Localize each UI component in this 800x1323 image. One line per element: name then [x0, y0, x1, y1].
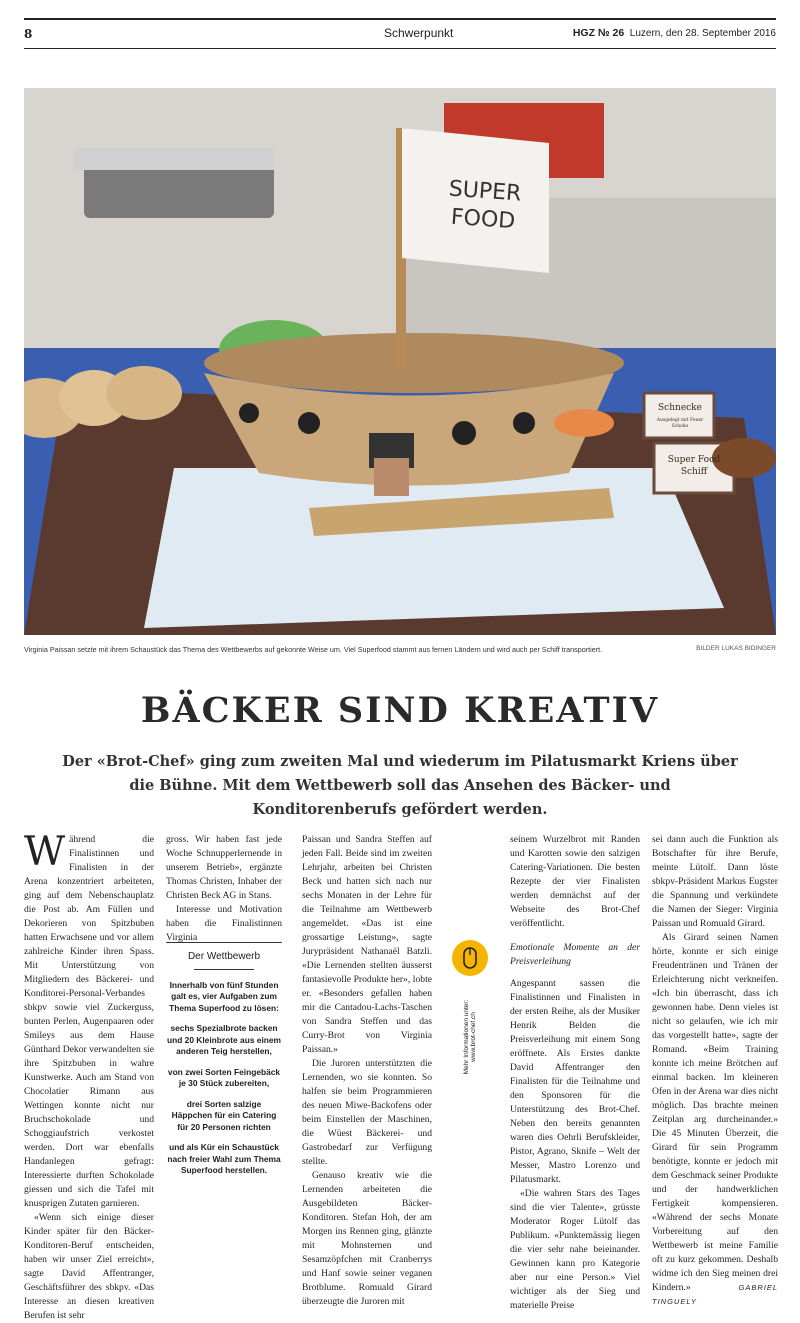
paragraph: Die Juroren unterstützten die Lernenden, wo sie konnten. So halfen sie beim Programmieren des neuen Miwe-Backofens oder beim Einstellen der Maschinen, die Wüest Bäckerei- und Gastrobedarf zur Verfügung stellte.: [302, 1058, 432, 1167]
paragraph: sei dann auch die Funktion als Botschafter für ihre Berufe, meinte Lütolf. Dann löste sbkpv-Präsident Markus Eugster die Spannung und verkündete die Namen der Sieger: Virginia Paissan und Romuald Girard.: [652, 834, 778, 929]
paragraph-text: Als Girard seinen Namen hörte, konnte er sich einige Freudentränen und Tränen der Erleichterung nicht verkneifen. «Ich bin überrascht, dass ich gewonnen habe. Denn vieles ist nicht so gelaufen, wie ich mir das vorgestellt hatte», sagte der Romand. «Beim Training konnte ich meine Brötchen auf einmal backen. Im kleineren Ofen in der Arena war dies nicht möglich. Das brachte meinen Zeitplan arg durcheinander.» Die 45 Minuten Überzeit, die Girard für sein Programm benötigte, konnte er jedoch mit dem Geschmack seiner Produkte und der handwerklichen Fertigkeit kompensieren. «Während der sechs Monate Vorbereitung auf den Wettbewerb ist meine Familie oft zu kurz gekommen. Deshalb widme ich den Sieg meinen drei Kindern.»: [652, 932, 779, 1293]
paragraph: Interesse und Motivation haben die Finalistinnen Virginia: [166, 904, 282, 943]
paragraph-text: ährend die Finalistinnen und Finalisten in der Arena konzentriert arbeiteten, ging auf dem Nebenschauplatz die Post ab. Am Füllen und Dekorieren von Spitzbuben hatten Erwachsene und vor allem zahlreiche Kinder ihren Spass. Mit Unterstützung von Mitgliedern des Bäckerei- und Konditorei-Personal-Verbandes sbkpv sowie viel Zuckerguss, bunten Perlen, Augenpaaren oder Smileys aus dem Hause Günthard Dekor verwandelten sie ihre Spitzbuben in wahre Kunstwerke. Auch am Stand von Chocolatier Rimann aus Wettingen konnte nicht nur Bruchschokolade und Schoggiaufstrich verkostet werden. Dort war ebenfalls Handanlegen gefragt: Interessierte durften Schokolade giessen und sich die Tafel mit knusprigen Zutaten garnieren.: [24, 834, 154, 1209]
headline: BÄCKER SIND KREATIV: [140, 690, 660, 731]
section-title: Schwerpunkt: [384, 26, 454, 40]
paragraph: Paissan und Sandra Steffen auf jeden Fall. Beide sind im zweiten Lehrjahr, arbeiten bei Christen Beck und hatten sich nach nur sechs Monaten in der Lehre für die Teilnahme am Wettbewerb angemeldet. «Das ist eine grossartige Leistung», sagte Jurypräsident Nathanaël Batzli. «Die Lernenden stellten äusserst fantasievolle Produkte her», lobte er. «Besonders gefallen haben mir die Cantadou-Lachs-Taschen von Sandra Steffen und das Curry-Brot von Virginia Paissan.»: [302, 834, 432, 1055]
info-box-text: Innerhalb von fünf Stunden galt es, vier Aufgaben zum Thema Superfood zu lösen:: [169, 979, 279, 1013]
info-box-title: Der Wettbewerb: [187, 951, 261, 962]
more-info-link[interactable]: Mehr Informationen unter: www.brot-chef.ch: [463, 999, 477, 1075]
article-column-3: [302, 833, 432, 1309]
main-photo: [24, 88, 776, 635]
article-column-1: [24, 829, 154, 1323]
mouse-icon: [452, 940, 488, 976]
info-box-text: sechs Spezialbrote backen und 20 Kleinbrote aus einem anderen Teig herstellen,: [166, 1023, 282, 1056]
subheading: Emotionale Momente an der Preisverleihung: [510, 942, 640, 967]
paragraph: «Wenn sich einige dieser Kinder später für den Bäcker-Konditoren-Beruf entscheiden, haben wir unser Ziel erreicht», sagte David Affentranger, Geschäftsführer des sbkpv. «Das Interesse an diesen kreativen Berufen ist sehr: [24, 1212, 154, 1321]
paragraph: Angespannt sassen die Finalistinnen und Finalisten in der ersten Reihe, als der Musiker Henrik Belden die Preisverleihung mit einem Song eröffnete. Als Erstes dankte David Affentranger den Finalisten für die Teilnahme und den Sponsoren für die Unterstützung des Brot-Chef. Neben den bereits genannten waren dies Oehrli Berufskleider, Pistor, Agrano, Sknife – Welt der Messer, Mastro Lorenzo und Pilatusmarkt.: [510, 978, 640, 1185]
paragraph: seinem Wurzelbrot mit Randen und Karotten sowie den salzigen Catering-Variationen. Die besten Rezepte der vier Finalisten werden demnächst auf der Webseite des Brot-Chef veröffentlicht.: [510, 834, 640, 929]
paragraph: «Die wahren Stars des Tages sind die vier Talente», grüsste Moderator Roger Lütolf das Publikum. «Punktemässig liegen die vier sehr nahe beieinander. Gewinnen kann pro Kategorie aber nur eine Person.» Viel wichtiger als der Sieg und materielle Preise: [510, 1188, 640, 1311]
info-box-text: drei Sorten salzige Häppchen für ein Catering für 20 Personen richten: [171, 1098, 277, 1132]
sign-schnecke-title: Schnecke: [658, 403, 702, 413]
info-box: [166, 942, 282, 1173]
info-box-text: von zwei Sorten Feingebäck je 30 Stück zubereiten,: [167, 1066, 281, 1088]
paragraph: [24, 829, 154, 1211]
page-header: [24, 18, 776, 49]
article-column-5: [652, 833, 778, 1309]
drop-cap: W: [24, 829, 66, 875]
publication-info: [573, 27, 776, 39]
lead-paragraph: Der «Brot-Chef» ging zum zweiten Mal und wiederum im Pilatusmarkt Kriens über die Bühne. Mit dem Wettbewerb soll das Ansehen des Bäcker- und Konditorenberufs gefördert werden.: [62, 753, 738, 818]
bread-ship-illustration: [24, 88, 776, 635]
paragraph: [652, 931, 778, 1309]
divider: [194, 969, 254, 970]
flag-text: SUPER FOOD: [447, 176, 523, 235]
article-column-4: [510, 833, 640, 1313]
paragraph: gross. Wir haben fast jede Woche Schnupperlernende in unserem Betrieb», ergänzte Thomas Christen, Inhaber der Christen Beck AG in Stans.: [166, 834, 282, 901]
paragraph: Genauso kreativ wie die Lernenden arbeiteten die Ausgebildeten Bäcker-Konditoren. Stefan Hoh, der am Morgen ins Rennen ging, glänzte mit Mohnsternen und Sesamzöpfchen mit Cranberrys und Hanf sowie seiner veganen Brotblume. Romuald Girard überzeugte die Juroren mit: [302, 1170, 432, 1307]
sign-schnecke-sub: Ausgelegt mit Feuer Schoko: [656, 418, 704, 429]
photo-caption: Virginia Paissan setzte mit ihrem Schaustück das Thema des Wettbewerbs auf gekonnte Weise um. Viel Superfood stammt aus fernen Ländern und wird auch per Schiff transportiert.: [24, 645, 603, 654]
sign-superfood-schiff: Super Food Schiff: [667, 455, 721, 477]
photo-credit: BILDER LUKAS BIDINGER: [696, 645, 776, 652]
paper-name: HGZ № 26: [572, 27, 625, 39]
info-box-text: und als Kür ein Schaustück nach freier Wahl zum Thema Superfood herstellen.: [167, 1142, 281, 1175]
article-column-2: [166, 833, 282, 945]
author-byline: GABRIEL TINGUELY: [652, 1283, 778, 1306]
page-number: 8: [24, 27, 33, 41]
dateline: Luzern, den 28. September 2016: [629, 28, 776, 39]
